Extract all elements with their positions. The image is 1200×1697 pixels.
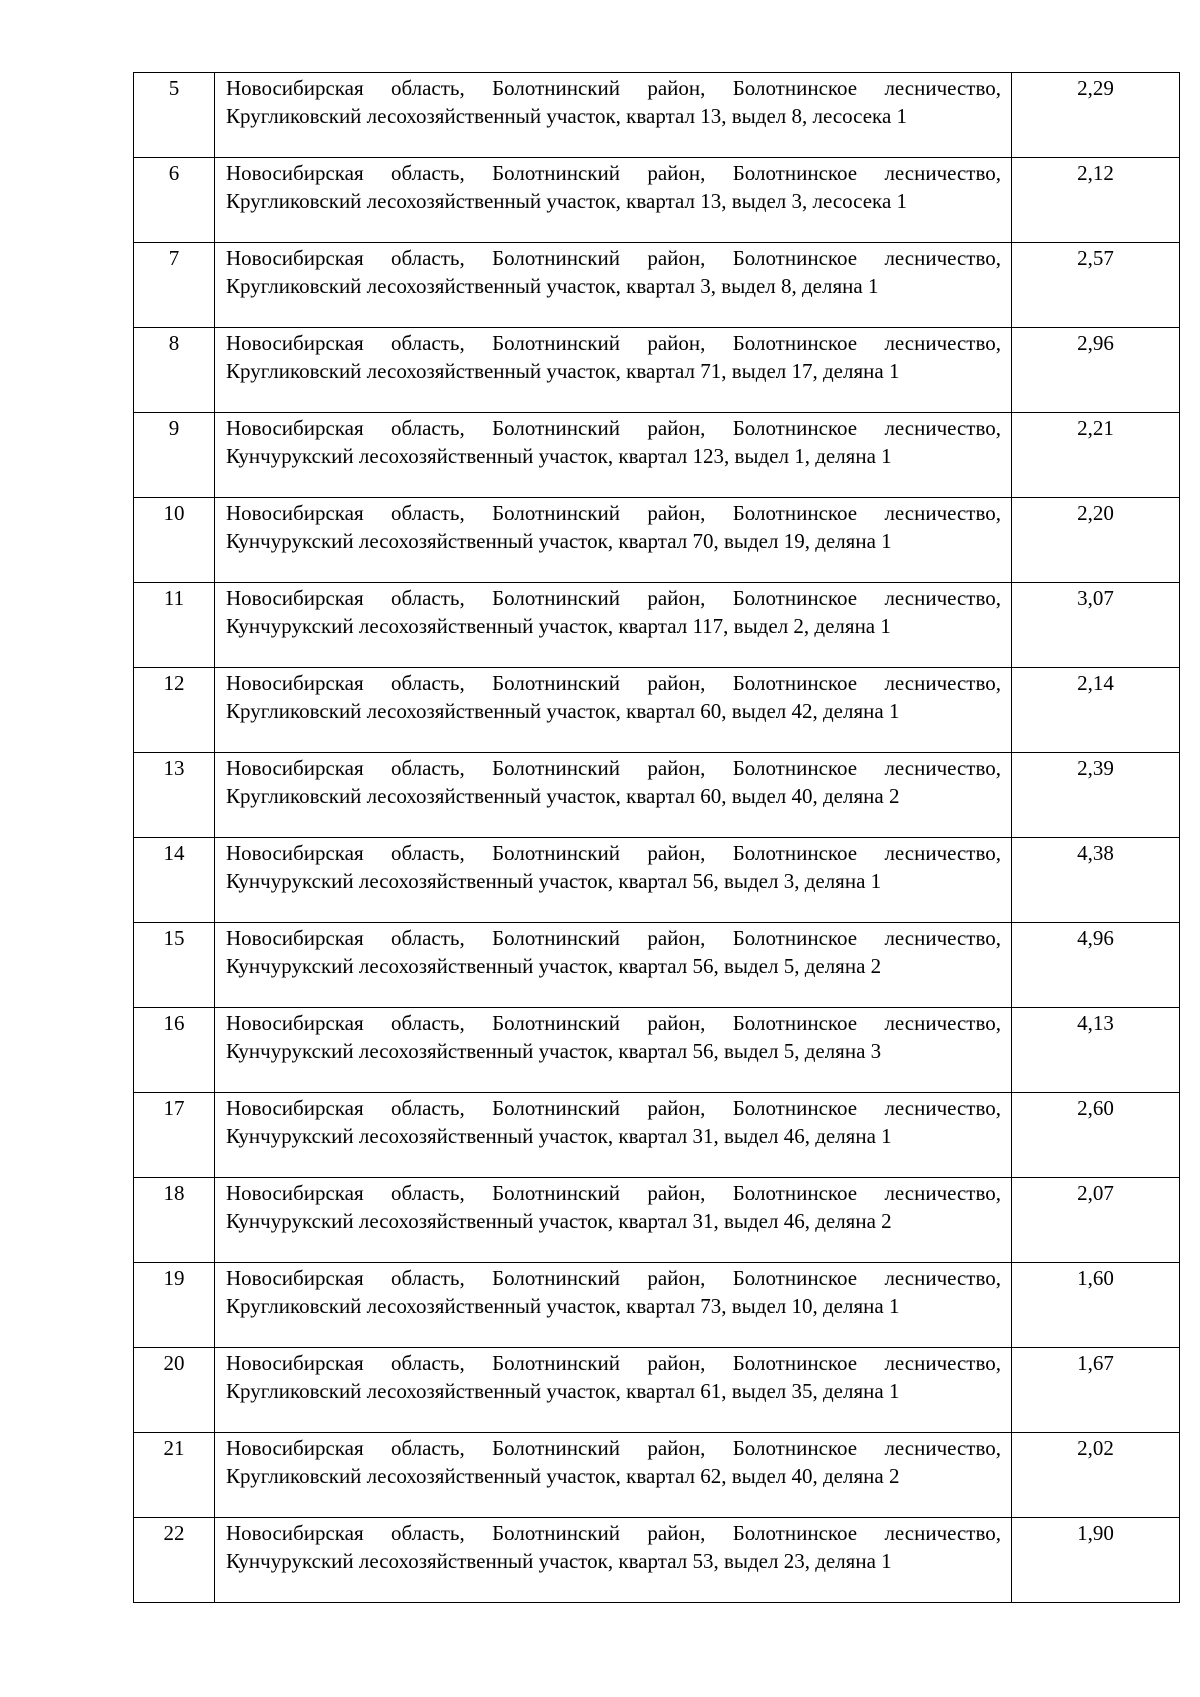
plot-location-cell — [215, 73, 1012, 158]
plot-location-text: Новосибирская область, Болотнинский район, Болотнинское лесничество, Кругликовский лесохозяйственный участок, квартал 13, выдел 8, лесосека 1 — [226, 76, 1001, 128]
table-row — [134, 498, 1180, 583]
plot-location-cell — [215, 923, 1012, 1008]
plot-location-text: Новосибирская область, Болотнинский район, Болотнинское лесничество, Кругликовский лесохозяйственный участок, квартал 13, выдел 3, лесосека 1 — [226, 161, 1001, 213]
table-row — [134, 73, 1180, 158]
table-row — [134, 413, 1180, 498]
row-number: 14 — [134, 838, 215, 923]
plot-area: 3,07 — [1012, 583, 1180, 668]
plot-location-cell — [215, 583, 1012, 668]
plot-location-text: Новосибирская область, Болотнинский район, Болотнинское лесничество, Кругликовский лесохозяйственный участок, квартал 71, выдел 17, деляна 1 — [226, 331, 1001, 383]
plot-location-text: Новосибирская область, Болотнинский район, Болотнинское лесничество, Кунчурукский лесохозяйственный участок, квартал 117, выдел 2, деляна 1 — [226, 586, 1001, 638]
table-row — [134, 1263, 1180, 1348]
plot-location-cell — [215, 243, 1012, 328]
plot-location-text: Новосибирская область, Болотнинский район, Болотнинское лесничество, Кунчурукский лесохозяйственный участок, квартал 56, выдел 3, деляна 1 — [226, 841, 1001, 893]
row-number: 18 — [134, 1178, 215, 1263]
table-row — [134, 753, 1180, 838]
plot-location-text: Новосибирская область, Болотнинский район, Болотнинское лесничество, Кунчурукский лесохозяйственный участок, квартал 53, выдел 23, деляна 1 — [226, 1521, 1001, 1573]
plot-area: 2,21 — [1012, 413, 1180, 498]
row-number: 20 — [134, 1348, 215, 1433]
table-row — [134, 1178, 1180, 1263]
table-row — [134, 243, 1180, 328]
plot-area: 2,96 — [1012, 328, 1180, 413]
plot-location-text: Новосибирская область, Болотнинский район, Болотнинское лесничество, Кунчурукский лесохозяйственный участок, квартал 31, выдел 46, деляна 2 — [226, 1181, 1001, 1233]
table-row — [134, 328, 1180, 413]
plot-location-cell — [215, 668, 1012, 753]
table-row — [134, 1008, 1180, 1093]
plot-location-cell — [215, 413, 1012, 498]
row-number: 7 — [134, 243, 215, 328]
row-number: 11 — [134, 583, 215, 668]
plot-location-text: Новосибирская область, Болотнинский район, Болотнинское лесничество, Кунчурукский лесохозяйственный участок, квартал 56, выдел 5, деляна 2 — [226, 926, 1001, 978]
plot-area: 2,29 — [1012, 73, 1180, 158]
plot-location-cell — [215, 1433, 1012, 1518]
plot-area: 2,07 — [1012, 1178, 1180, 1263]
table-row — [134, 923, 1180, 1008]
plot-area: 4,38 — [1012, 838, 1180, 923]
plot-area: 1,60 — [1012, 1263, 1180, 1348]
plot-location-text: Новосибирская область, Болотнинский район, Болотнинское лесничество, Кругликовский лесохозяйственный участок, квартал 62, выдел 40, деляна 2 — [226, 1436, 1001, 1488]
row-number: 8 — [134, 328, 215, 413]
plot-location-cell — [215, 158, 1012, 243]
table-row — [134, 158, 1180, 243]
row-number: 6 — [134, 158, 215, 243]
plot-area: 2,39 — [1012, 753, 1180, 838]
plot-location-text: Новосибирская область, Болотнинский район, Болотнинское лесничество, Кунчурукский лесохозяйственный участок, квартал 70, выдел 19, деляна 1 — [226, 501, 1001, 553]
forest-plots-table — [133, 72, 1180, 1603]
plot-location-text: Новосибирская область, Болотнинский район, Болотнинское лесничество, Кунчурукский лесохозяйственный участок, квартал 56, выдел 5, деляна 3 — [226, 1011, 1001, 1063]
row-number: 12 — [134, 668, 215, 753]
row-number: 19 — [134, 1263, 215, 1348]
plot-area: 4,13 — [1012, 1008, 1180, 1093]
plot-location-text: Новосибирская область, Болотнинский район, Болотнинское лесничество, Кунчурукский лесохозяйственный участок, квартал 31, выдел 46, деляна 1 — [226, 1096, 1001, 1148]
table-row — [134, 1093, 1180, 1178]
plot-location-cell — [215, 753, 1012, 838]
plot-area: 4,96 — [1012, 923, 1180, 1008]
table-row — [134, 1433, 1180, 1518]
plot-location-cell — [215, 1263, 1012, 1348]
row-number: 22 — [134, 1518, 215, 1603]
plot-location-text: Новосибирская область, Болотнинский район, Болотнинское лесничество, Кругликовский лесохозяйственный участок, квартал 73, выдел 10, деляна 1 — [226, 1266, 1001, 1318]
plot-location-cell — [215, 328, 1012, 413]
plot-location-cell — [215, 1518, 1012, 1603]
row-number: 10 — [134, 498, 215, 583]
plot-location-cell — [215, 1348, 1012, 1433]
plot-location-text: Новосибирская область, Болотнинский район, Болотнинское лесничество, Кругликовский лесохозяйственный участок, квартал 3, выдел 8, деляна 1 — [226, 246, 1001, 298]
plot-location-text: Новосибирская область, Болотнинский район, Болотнинское лесничество, Кругликовский лесохозяйственный участок, квартал 60, выдел 40, деляна 2 — [226, 756, 1001, 808]
plot-area: 2,57 — [1012, 243, 1180, 328]
plot-location-cell — [215, 1093, 1012, 1178]
plot-location-cell — [215, 1008, 1012, 1093]
plot-area: 2,14 — [1012, 668, 1180, 753]
plot-location-cell — [215, 1178, 1012, 1263]
plot-location-text: Новосибирская область, Болотнинский район, Болотнинское лесничество, Кунчурукский лесохозяйственный участок, квартал 123, выдел 1, деляна 1 — [226, 416, 1001, 468]
plot-area: 1,90 — [1012, 1518, 1180, 1603]
plot-location-text: Новосибирская область, Болотнинский район, Болотнинское лесничество, Кругликовский лесохозяйственный участок, квартал 61, выдел 35, деляна 1 — [226, 1351, 1001, 1403]
plot-location-cell — [215, 838, 1012, 923]
plot-location-text: Новосибирская область, Болотнинский район, Болотнинское лесничество, Кругликовский лесохозяйственный участок, квартал 60, выдел 42, деляна 1 — [226, 671, 1001, 723]
row-number: 9 — [134, 413, 215, 498]
row-number: 5 — [134, 73, 215, 158]
row-number: 13 — [134, 753, 215, 838]
table-row — [134, 838, 1180, 923]
plot-area: 2,02 — [1012, 1433, 1180, 1518]
plot-area: 2,12 — [1012, 158, 1180, 243]
table-row — [134, 668, 1180, 753]
table-row — [134, 1518, 1180, 1603]
plot-area: 2,20 — [1012, 498, 1180, 583]
plot-location-cell — [215, 498, 1012, 583]
row-number: 21 — [134, 1433, 215, 1518]
table-row — [134, 1348, 1180, 1433]
plot-area: 2,60 — [1012, 1093, 1180, 1178]
table-row — [134, 583, 1180, 668]
row-number: 16 — [134, 1008, 215, 1093]
table-body — [134, 73, 1180, 1603]
row-number: 15 — [134, 923, 215, 1008]
row-number: 17 — [134, 1093, 215, 1178]
plot-area: 1,67 — [1012, 1348, 1180, 1433]
